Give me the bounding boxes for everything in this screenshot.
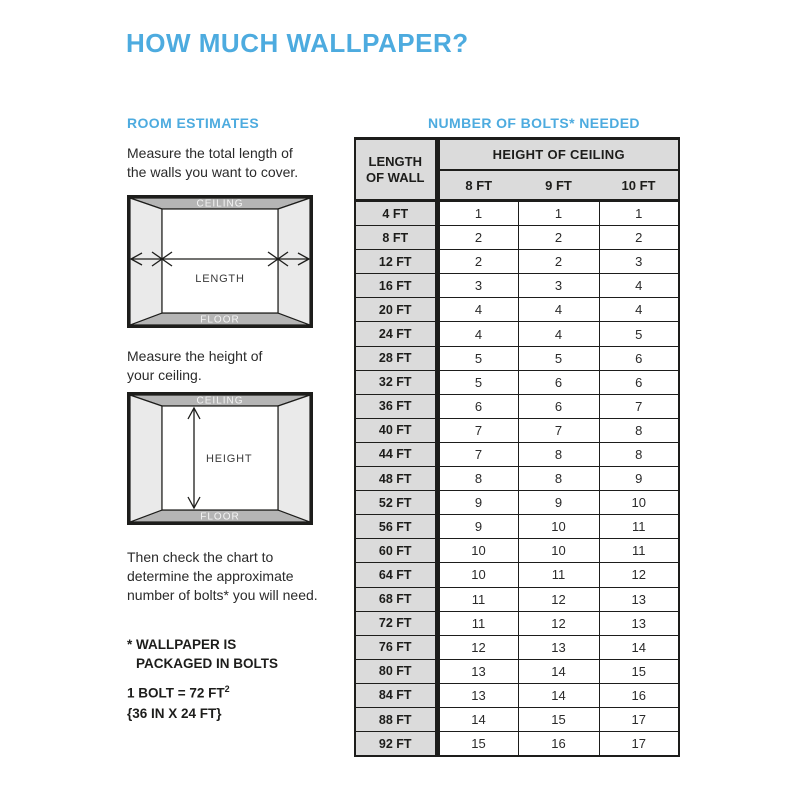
bolt-count-cell: 2 (437, 226, 518, 250)
table-row (355, 539, 679, 563)
table-row (355, 322, 679, 346)
step1-line1: Measure the total length of (127, 145, 293, 161)
wall-length-cell: 36 FT (355, 394, 437, 418)
bolt-count-cell: 4 (518, 322, 599, 346)
wall-length-cell: 32 FT (355, 370, 437, 394)
bolts-needed-table (354, 137, 680, 757)
table-row (355, 659, 679, 683)
step3-line2: determine the approximate (127, 568, 294, 584)
table-row (355, 611, 679, 635)
bolts-table-heading: NUMBER OF BOLTS* NEEDED (428, 115, 640, 131)
wall-length-cell: 28 FT (355, 346, 437, 370)
length-measure-label: LENGTH (195, 273, 245, 285)
table-row (355, 346, 679, 370)
bolt-count-cell: 15 (599, 659, 679, 683)
squared-superscript: 2 (224, 684, 230, 694)
wall-length-cell: 64 FT (355, 563, 437, 587)
wall-length-cell: 12 FT (355, 250, 437, 274)
table-row (355, 418, 679, 442)
room-estimates-heading: ROOM ESTIMATES (127, 115, 260, 131)
table-row (355, 467, 679, 491)
wall-length-cell: 4 FT (355, 201, 437, 226)
step1-text (127, 144, 298, 182)
bolt-count-cell: 5 (599, 322, 679, 346)
length-room-diagram (127, 195, 313, 333)
bolt-count-cell: 11 (599, 515, 679, 539)
height-of-ceiling-header: HEIGHT OF CEILING (437, 139, 679, 171)
corner-header-line1: LENGTH (368, 153, 422, 169)
bolt-count-cell: 16 (518, 732, 599, 757)
bolt-count-cell: 8 (518, 442, 599, 466)
table-row (355, 394, 679, 418)
bolt-count-cell: 7 (437, 418, 518, 442)
height-room-diagram-svg (127, 392, 313, 525)
step2-line1: Measure the height of (127, 348, 263, 364)
wall-length-cell: 84 FT (355, 683, 437, 707)
bolt-count-cell: 14 (518, 659, 599, 683)
bolt-count-cell: 10 (518, 515, 599, 539)
bolt-count-cell: 6 (518, 370, 599, 394)
bolts-table-header (355, 139, 679, 201)
bolt-size-info (127, 679, 230, 724)
bolt-count-cell: 8 (518, 467, 599, 491)
bolt-count-cell: 9 (437, 491, 518, 515)
bolt-count-cell: 2 (437, 250, 518, 274)
bolt-count-cell: 9 (599, 467, 679, 491)
ceiling-label: CEILING (196, 198, 244, 210)
wall-length-cell: 56 FT (355, 515, 437, 539)
table-row (355, 442, 679, 466)
floor-label: FLOOR (200, 314, 240, 326)
height-room-diagram (127, 392, 313, 530)
bolt-count-cell: 1 (437, 201, 518, 226)
step3-text (127, 548, 318, 605)
table-row (355, 298, 679, 322)
bolt-count-cell: 12 (437, 635, 518, 659)
bolt-count-cell: 13 (518, 635, 599, 659)
wall-length-cell: 68 FT (355, 587, 437, 611)
bolt-count-cell: 15 (437, 732, 518, 757)
wall-length-cell: 8 FT (355, 226, 437, 250)
length-room-diagram-svg (127, 195, 313, 328)
column-header-9ft: 9 FT (518, 170, 599, 201)
bolt-count-cell: 10 (599, 491, 679, 515)
bolt-count-cell: 17 (599, 732, 679, 757)
bolt-count-cell: 14 (437, 707, 518, 731)
bolts-table-body (355, 201, 679, 757)
ceiling-label: CEILING (196, 395, 244, 407)
table-row (355, 201, 679, 226)
bolt-count-cell: 7 (599, 394, 679, 418)
bolt-count-cell: 11 (518, 563, 599, 587)
height-measure-label: HEIGHT (206, 453, 253, 465)
bolt-count-cell: 13 (437, 659, 518, 683)
bolt-count-cell: 6 (518, 394, 599, 418)
wallpaper-bolts-footnote (127, 635, 278, 673)
bolt-count-cell: 9 (437, 515, 518, 539)
bolt-count-cell: 2 (518, 250, 599, 274)
bolt-count-cell: 1 (599, 201, 679, 226)
bolt-count-cell: 8 (599, 442, 679, 466)
wall-length-cell: 16 FT (355, 274, 437, 298)
table-row (355, 515, 679, 539)
wall-length-cell: 72 FT (355, 611, 437, 635)
wall-length-cell: 52 FT (355, 491, 437, 515)
bolt-count-cell: 16 (599, 683, 679, 707)
bolt-count-cell: 11 (599, 539, 679, 563)
bolt-count-cell: 5 (437, 346, 518, 370)
wall-length-cell: 76 FT (355, 635, 437, 659)
bolt-count-cell: 4 (599, 274, 679, 298)
bolt-size-line1: 1 BOLT = 72 $FT^2$ (127, 684, 230, 701)
wall-length-cell: 20 FT (355, 298, 437, 322)
bolt-count-cell: 4 (599, 298, 679, 322)
wall-length-cell: 92 FT (355, 732, 437, 757)
bolt-count-cell: 10 (518, 539, 599, 563)
bolt-count-cell: 3 (437, 274, 518, 298)
bolt-count-cell: 13 (437, 683, 518, 707)
corner-header-line2: OF WALL (366, 169, 425, 185)
bolt-count-cell: 17 (599, 707, 679, 731)
table-row (355, 370, 679, 394)
wall-length-cell: 88 FT (355, 707, 437, 731)
table-row (355, 683, 679, 707)
wall-length-cell: 48 FT (355, 467, 437, 491)
bolt-count-cell: 11 (437, 611, 518, 635)
page-title: HOW MUCH WALLPAPER? (126, 28, 469, 58)
bolt-count-cell: 14 (518, 683, 599, 707)
bolt-count-cell: 4 (518, 298, 599, 322)
bolt-count-cell: 12 (518, 611, 599, 635)
table-row (355, 274, 679, 298)
bolt-count-cell: 10 (437, 563, 518, 587)
right-wall-panel (278, 395, 310, 522)
step2-line2: your ceiling. (127, 367, 202, 383)
bolt-count-cell: 6 (599, 370, 679, 394)
table-row (355, 635, 679, 659)
bolt-count-cell: 5 (518, 346, 599, 370)
bolt-count-cell: 15 (518, 707, 599, 731)
bolt-count-cell: 4 (437, 322, 518, 346)
bolt-count-cell: 3 (518, 274, 599, 298)
step2-text (127, 347, 262, 385)
bolt-count-cell: 1 (518, 201, 599, 226)
bolt-count-cell: 7 (437, 442, 518, 466)
length-of-wall-header (355, 139, 437, 201)
left-wall-panel (130, 395, 162, 522)
bolt-count-cell: 2 (599, 226, 679, 250)
bolt-count-cell: 12 (518, 587, 599, 611)
bolt-count-cell: 14 (599, 635, 679, 659)
bolt-count-cell: 6 (437, 394, 518, 418)
table-row (355, 250, 679, 274)
table-row (355, 491, 679, 515)
wall-length-cell: 80 FT (355, 659, 437, 683)
bolt-count-cell: 13 (599, 587, 679, 611)
wall-length-cell: 60 FT (355, 539, 437, 563)
table-row (355, 707, 679, 731)
bolt-count-cell: 6 (599, 346, 679, 370)
bolt-size-line2: {36 IN X 24 FT} (127, 705, 222, 721)
wall-length-cell: 24 FT (355, 322, 437, 346)
bolt-count-cell: 4 (437, 298, 518, 322)
bolt-count-cell: 8 (599, 418, 679, 442)
wall-length-cell: 44 FT (355, 442, 437, 466)
bolt-count-cell: 8 (437, 467, 518, 491)
step3-line1: Then check the chart to (127, 549, 274, 565)
bolt-count-cell: 2 (518, 226, 599, 250)
floor-label: FLOOR (200, 511, 240, 523)
bolt-count-cell: 13 (599, 611, 679, 635)
table-row (355, 563, 679, 587)
bolt-count-cell: 5 (437, 370, 518, 394)
bolt-count-cell: 9 (518, 491, 599, 515)
bolt-count-cell: 10 (437, 539, 518, 563)
table-row (355, 732, 679, 757)
step1-line2: the walls you want to cover. (127, 164, 299, 180)
bolt-count-cell: 7 (518, 418, 599, 442)
column-header-10ft: 10 FT (599, 170, 679, 201)
column-header-8ft: 8 FT (437, 170, 518, 201)
bolt-count-cell: 12 (599, 563, 679, 587)
footnote-line2: PACKAGED IN BOLTS (136, 656, 279, 671)
back-wall-panel (162, 209, 278, 313)
table-row (355, 226, 679, 250)
bolt-count-cell: 11 (437, 587, 518, 611)
footnote-line1: * WALLPAPER IS (127, 637, 237, 652)
table-row (355, 587, 679, 611)
step3-line3: number of bolts* you will need. (127, 587, 318, 603)
bolt-count-cell: 3 (599, 250, 679, 274)
wall-length-cell: 40 FT (355, 418, 437, 442)
